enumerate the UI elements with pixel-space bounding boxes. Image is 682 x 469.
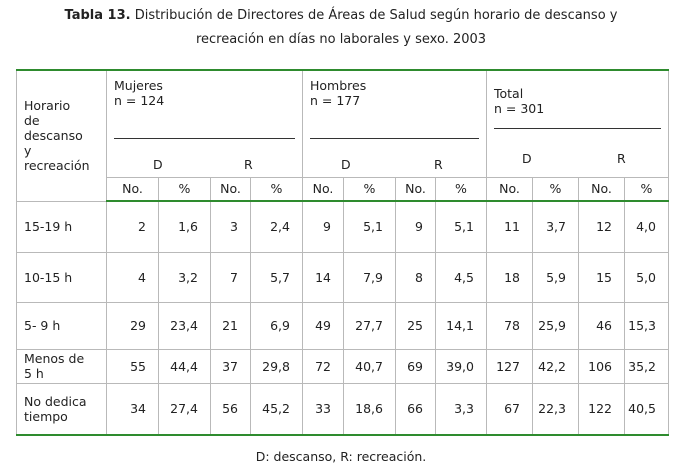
subheader-row (17, 177, 669, 201)
data-cell: 2,4 (251, 201, 303, 252)
group-title: Mujeres (114, 78, 163, 93)
data-cell: 5,7 (251, 252, 303, 302)
data-cell: 15 (579, 252, 625, 302)
header-row (17, 70, 669, 177)
row-label (17, 349, 107, 383)
data-cell: 25,9 (533, 302, 579, 349)
subheader-cell: No. (579, 177, 625, 201)
data-cell: 5,1 (436, 201, 487, 252)
row-header-cell (17, 70, 107, 201)
data-cell: 4,5 (436, 252, 487, 302)
subheader-cell: No. (303, 177, 344, 201)
data-cell: 1,6 (159, 201, 211, 252)
group-rule (494, 128, 661, 129)
subheader-cell: % (436, 177, 487, 201)
data-cell: 27,7 (344, 302, 396, 349)
data-cell: 21 (211, 302, 251, 349)
table-footnote: D: descanso, R: recreación. (255, 449, 427, 464)
data-cell: 22,3 (533, 383, 579, 435)
subheader-cell: No. (211, 177, 251, 201)
subheader-cell: No. (107, 177, 159, 201)
data-cell: 4 (107, 252, 159, 302)
row-label-line: 5- 9 h (24, 318, 61, 333)
row-label (17, 252, 107, 302)
row-header-line: Horario (24, 98, 71, 114)
caption-label: Tabla 13. (64, 8, 131, 23)
data-cell: 12 (579, 201, 625, 252)
row-label-line: 15-19 h (24, 219, 73, 234)
row-label-line: No dedica (24, 393, 87, 409)
data-cell: 29,8 (251, 349, 303, 383)
data-cell: 40,7 (344, 349, 396, 383)
data-cell: 18 (487, 252, 533, 302)
table-caption (0, 4, 682, 52)
group-rule (114, 138, 295, 139)
row-label-line: 10-15 h (24, 269, 73, 285)
row-header-line: de (24, 113, 40, 129)
data-cell: 5,9 (533, 252, 579, 302)
data-cell: 5,1 (344, 201, 396, 252)
row-label (17, 383, 107, 435)
data-cell: 3,3 (436, 383, 487, 435)
data-cell: 45,2 (251, 383, 303, 435)
data-cell: 66 (396, 383, 436, 435)
data-cell: 27,4 (159, 383, 211, 435)
table-row (17, 349, 669, 383)
row-label-line: tiempo (24, 408, 68, 424)
subheader-cell: % (251, 177, 303, 201)
row-label (17, 201, 107, 252)
group-d-label: D (522, 151, 532, 166)
group-n: n = 301 (494, 101, 545, 116)
row-label-line: 5 h (24, 366, 44, 381)
group-title: Total (494, 86, 524, 101)
data-cell: 72 (303, 349, 344, 383)
data-cell: 4,0 (625, 201, 669, 252)
data-cell: 2 (107, 201, 159, 252)
data-cell: 11 (487, 201, 533, 252)
data-cell: 46 (579, 302, 625, 349)
data-cell: 3 (211, 201, 251, 252)
data-cell: 69 (396, 349, 436, 383)
data-cell: 55 (107, 349, 159, 383)
data-cell: 67 (487, 383, 533, 435)
group-hombres (303, 70, 487, 177)
caption-text-1: Distribución de Directores de Áreas de Salud según horario de descanso y (130, 8, 618, 23)
data-cell: 9 (396, 201, 436, 252)
data-cell: 8 (396, 252, 436, 302)
subheader-cell: % (625, 177, 669, 201)
data-cell: 3,7 (533, 201, 579, 252)
group-r-label: R (244, 157, 253, 172)
group-d-label: D (341, 157, 351, 172)
row-label (17, 302, 107, 349)
data-cell: 9 (303, 201, 344, 252)
group-r-label: R (617, 151, 626, 166)
group-n: n = 177 (310, 93, 361, 108)
table-row (17, 383, 669, 435)
data-cell: 106 (579, 349, 625, 383)
row-header-line: y (24, 143, 32, 159)
caption-line-1 (0, 4, 682, 28)
data-cell: 35,2 (625, 349, 669, 383)
subheader-cell: No. (487, 177, 533, 201)
data-cell: 78 (487, 302, 533, 349)
data-cell: 23,4 (159, 302, 211, 349)
row-label-line: Menos de (24, 351, 85, 366)
data-table (16, 69, 669, 436)
data-cell: 14,1 (436, 302, 487, 349)
group-r-label: R (434, 157, 443, 172)
data-cell: 33 (303, 383, 344, 435)
data-cell: 39,0 (436, 349, 487, 383)
group-title: Hombres (310, 78, 367, 93)
data-cell: 44,4 (159, 349, 211, 383)
subheader-cell: % (533, 177, 579, 201)
group-total (487, 70, 669, 177)
data-cell: 56 (211, 383, 251, 435)
data-cell: 15,3 (625, 302, 669, 349)
subheader-cell: % (159, 177, 211, 201)
data-cell: 122 (579, 383, 625, 435)
caption-line-2: recreación en días no laborales y sexo. 2003 (195, 32, 487, 47)
table-row (17, 201, 669, 252)
row-header-line: recreación (24, 158, 90, 174)
group-rule (310, 138, 479, 139)
group-mujeres (107, 70, 303, 177)
data-cell: 7,9 (344, 252, 396, 302)
data-cell: 49 (303, 302, 344, 349)
group-n: n = 124 (114, 93, 165, 108)
data-cell: 34 (107, 383, 159, 435)
data-cell: 14 (303, 252, 344, 302)
table-row (17, 302, 669, 349)
data-cell: 7 (211, 252, 251, 302)
group-d-label: D (153, 157, 163, 172)
data-cell: 18,6 (344, 383, 396, 435)
data-cell: 42,2 (533, 349, 579, 383)
subheader-cell: No. (396, 177, 436, 201)
data-cell: 40,5 (625, 383, 669, 435)
table-row (17, 252, 669, 302)
data-cell: 127 (487, 349, 533, 383)
data-cell: 6,9 (251, 302, 303, 349)
row-header-line: descanso (24, 128, 83, 144)
data-cell: 29 (107, 302, 159, 349)
data-cell: 25 (396, 302, 436, 349)
subheader-cell: % (344, 177, 396, 201)
data-cell: 5,0 (625, 252, 669, 302)
data-cell: 3,2 (159, 252, 211, 302)
data-cell: 37 (211, 349, 251, 383)
